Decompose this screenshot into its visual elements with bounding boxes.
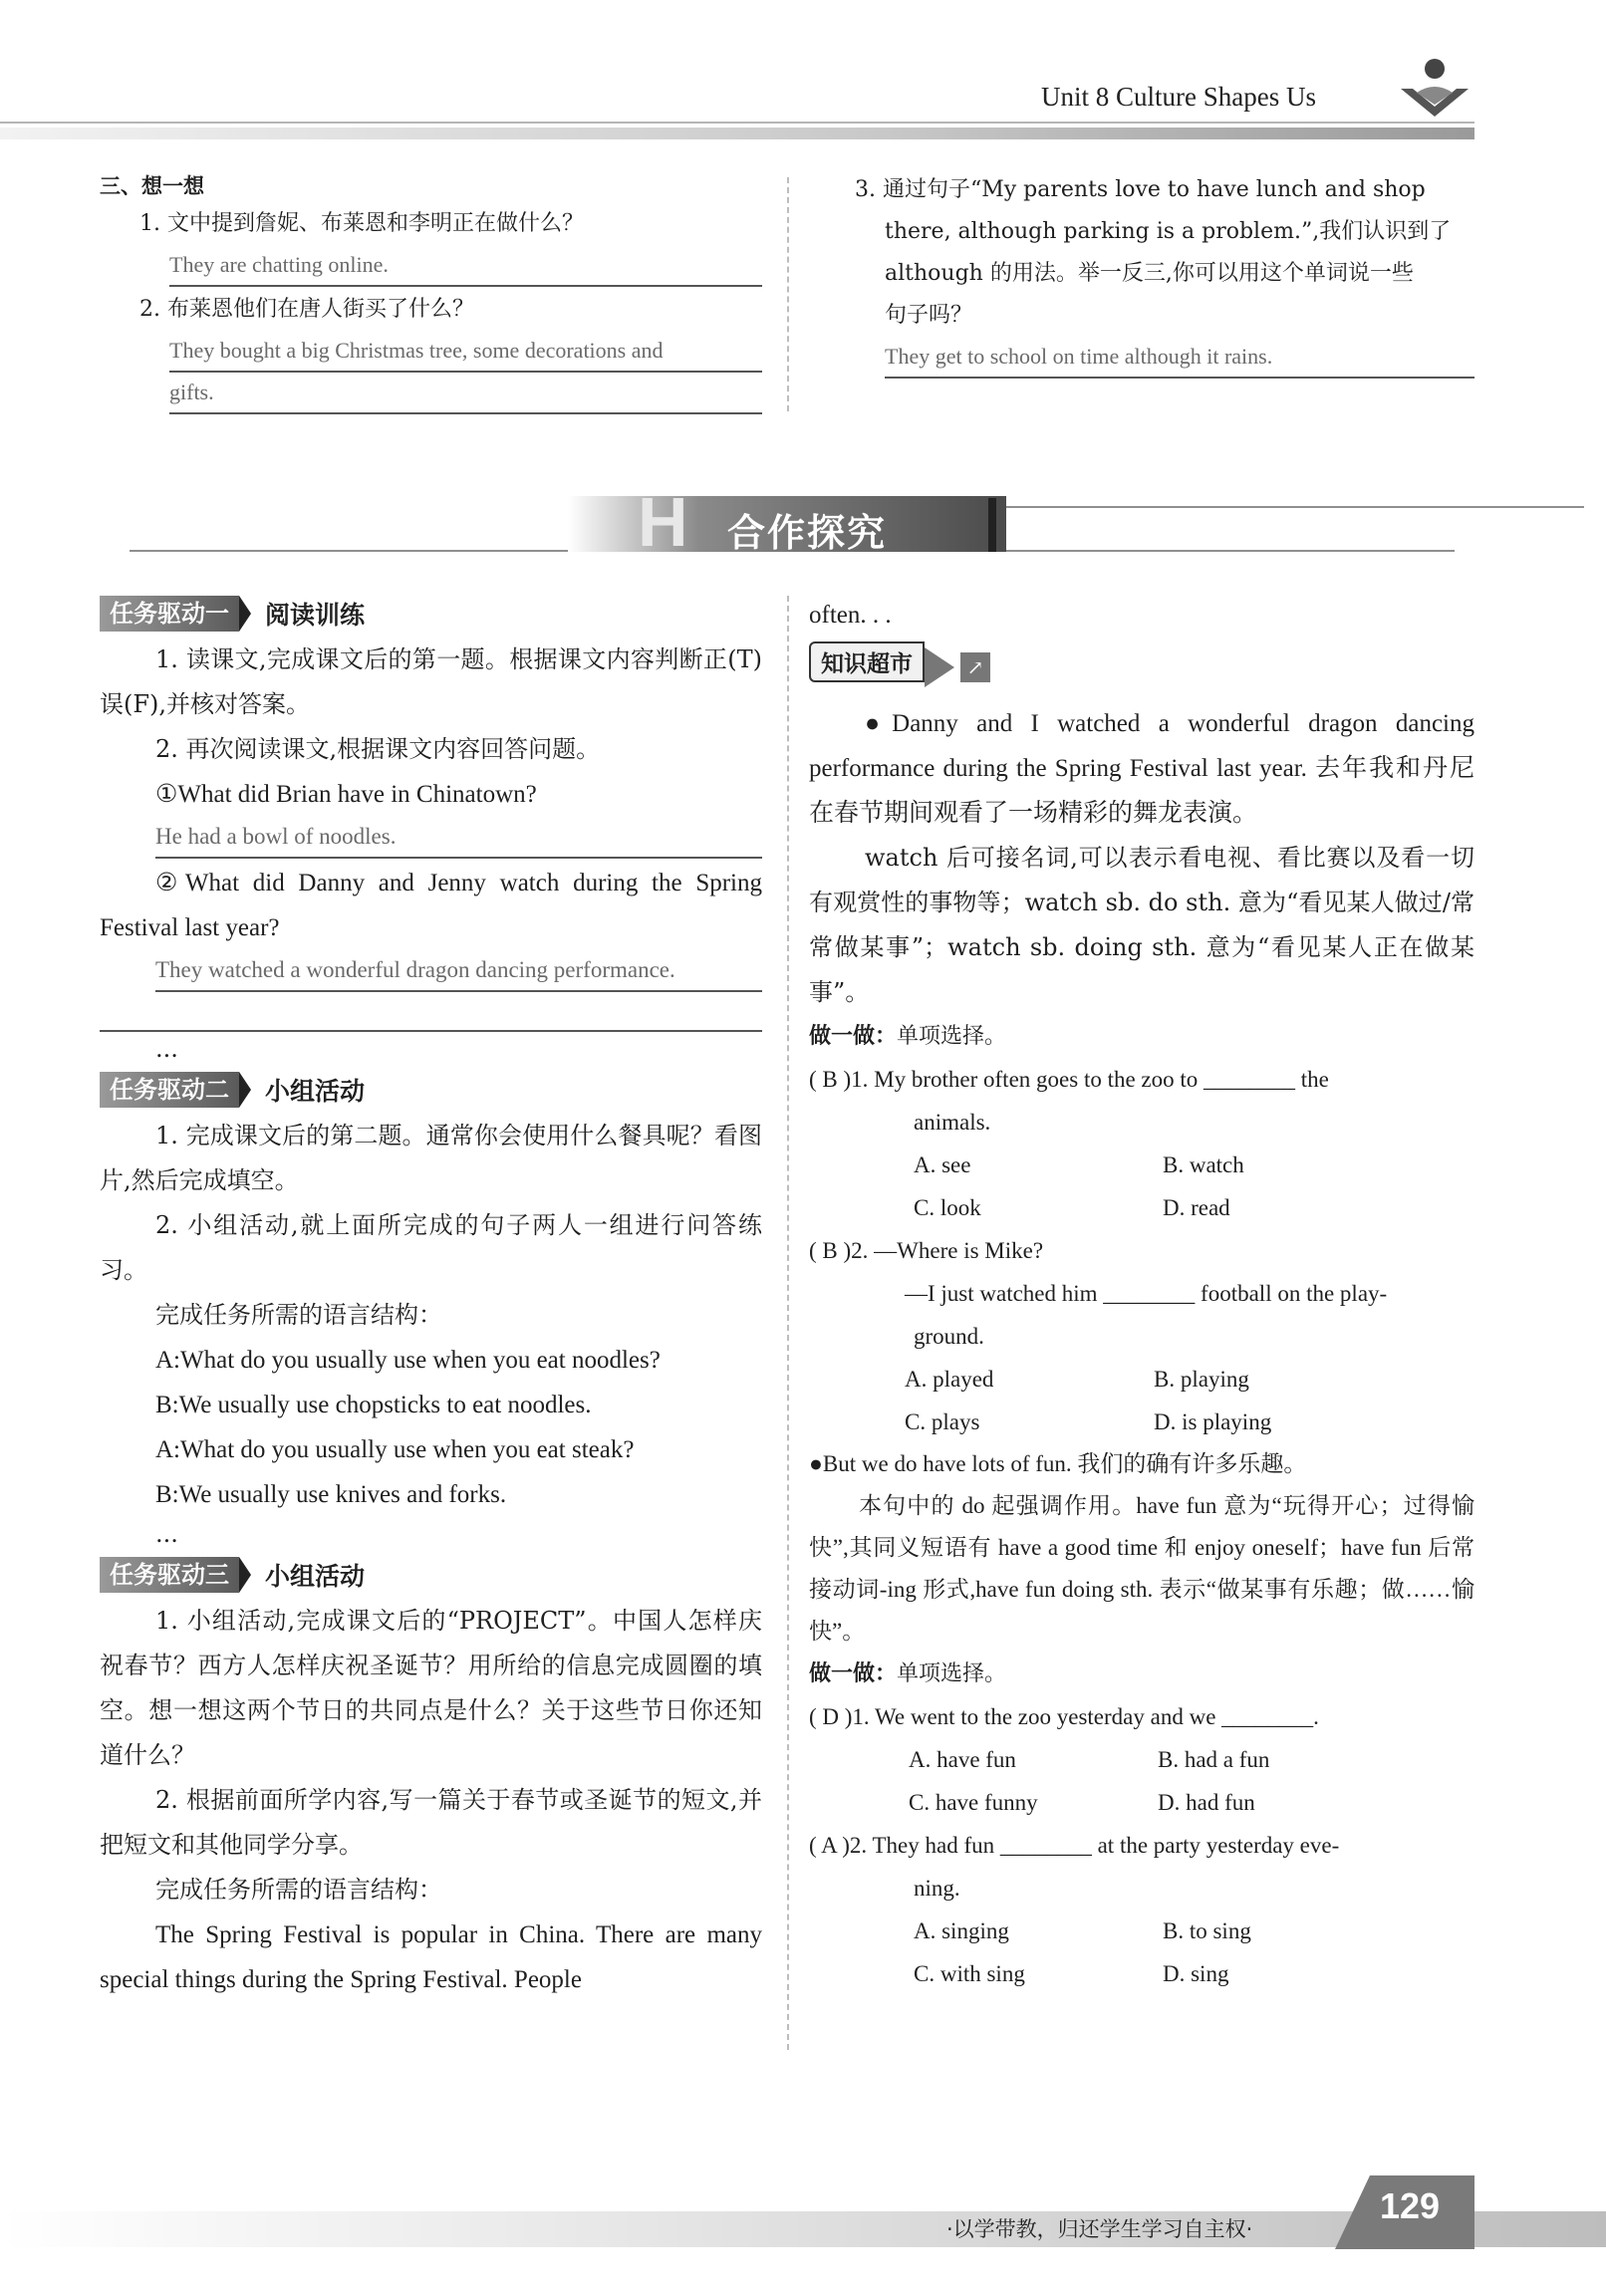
- ex1-option: A. see: [914, 1151, 971, 1177]
- ex2-options: [809, 1358, 1474, 1443]
- page-header: [0, 0, 1606, 149]
- think-a3: They get to school on time although it rains.: [885, 337, 1474, 379]
- task2-header: [100, 1072, 762, 1108]
- task2-p2: 2. 小组活动,就上面所完成的句子两人一组进行问答练习。: [100, 1211, 762, 1284]
- ex3-option: C. have funny: [909, 1789, 1038, 1815]
- think-q3-line2: there, although parking is a problem.”,我们认识到了: [885, 219, 1452, 244]
- task1-tag: 任务驱动一: [100, 596, 239, 632]
- page-number: 129: [1380, 2185, 1441, 2226]
- unit-title: Unit 8 Culture Shapes Us: [1041, 82, 1316, 112]
- banner-line-top: [907, 506, 1584, 508]
- task2-d4: B:We usually use knives and forks.: [155, 1481, 507, 1508]
- exercise-2-label: [809, 1653, 1474, 1695]
- task3-p1: 1. 小组活动,完成课文后的“PROJECT”。中国人怎样庆祝春节？西方人怎样庆祝圣诞节？用所给的信息完成圆圈的填空。想一想这两个节日的共同点是什么？关于这些节日你还知道什么？: [100, 1607, 762, 1769]
- left-column: [100, 596, 762, 2002]
- task1-p1: 1. 读课文,完成课文后的第一题。根据课文内容判断正(T)误(F),并核对答案。: [100, 645, 762, 718]
- task1-q1: ①What did Brian have in Chinatown?: [155, 781, 537, 808]
- task2-title: 小组活动: [265, 1077, 366, 1106]
- do-it-label: 做一做：: [809, 1023, 898, 1049]
- external-link-icon: ↗: [960, 652, 990, 682]
- ex3-options: [809, 1738, 1474, 1824]
- think-section-left: [100, 169, 762, 414]
- task1-blank-line: [100, 992, 762, 1032]
- think-heading: 三、想一想: [100, 174, 204, 198]
- task1-arrow-icon: [239, 596, 251, 632]
- task2-arrow-icon: [239, 1072, 251, 1108]
- ex4-option: B. to sing: [1163, 1917, 1251, 1943]
- ex4-option: A. singing: [914, 1917, 1009, 1943]
- task1-ellipsis: ...: [155, 1035, 178, 1063]
- ex2-option: D. is playing: [1154, 1408, 1272, 1434]
- right-continuation: often. . .: [809, 602, 892, 629]
- knowledge-tag-arrow-icon: [925, 647, 954, 687]
- think-q1: 1. 文中提到詹妮、布莱恩和李明正在做什么？: [139, 211, 584, 236]
- knowledge-2-sentence: ●But we do have lots of fun. 我们的确有许多乐趣。: [809, 1450, 1307, 1476]
- think-a2-line1: They bought a big Christmas tree, some decorations and: [169, 331, 762, 373]
- task3-p3: 完成任务所需的语言结构：: [155, 1876, 442, 1904]
- top-divider: [787, 177, 789, 411]
- ex4-option: C. with sing: [914, 1960, 1025, 1986]
- knowledge-tag: 知识超市: [809, 641, 925, 682]
- do-it-text: 单项选择。: [897, 1023, 1007, 1049]
- knowledge-2-note: 本句中的 do 起强调作用。have fun 意为“玩得开心；过得愉快”,其同义短语有 have a good time 和 enjoy oneself；have fun 后常接动词-ing 形式,have fun doing sth. 表示“做某事有乐趣；做……愉快”。: [809, 1492, 1474, 1644]
- ex1-question-cont: animals.: [914, 1109, 991, 1135]
- ex4-options: [809, 1910, 1474, 1995]
- ex2-question-cont2: ground.: [914, 1323, 984, 1349]
- student-book-logo-icon: [1395, 55, 1474, 129]
- task2-d1: A:What do you usually use when you eat noodles?: [155, 1347, 661, 1374]
- ex4-option: D. sing: [1163, 1960, 1229, 1986]
- ex2-option: A. played: [905, 1366, 994, 1392]
- task3-header: [100, 1557, 762, 1593]
- banner-title: 合作探究: [727, 511, 888, 555]
- task2-ellipsis: ...: [155, 1520, 178, 1548]
- ex3-option: B. had a fun: [1158, 1746, 1270, 1772]
- banner-letter: H: [638, 483, 688, 561]
- ex3-option: A. have fun: [909, 1746, 1016, 1772]
- do-it-label-2: 做一做：: [809, 1660, 898, 1686]
- banner-end-mark: [988, 498, 996, 552]
- ex3-question: ( D )1. We went to the zoo yesterday and we ________.: [809, 1703, 1319, 1729]
- think-q3-line3: although 的用法。举一反三,你可以用这个单词说一些: [885, 261, 1414, 286]
- ex1-question: ( B )1. My brother often goes to the zoo to ________ the: [809, 1066, 1329, 1092]
- think-q3-line1: 3. 通过句子“My parents love to have lunch and shop: [855, 177, 1426, 202]
- ex1-option: D. read: [1163, 1194, 1230, 1220]
- knowledge-box-header: [809, 641, 1474, 687]
- think-a2-line2: gifts.: [169, 373, 762, 414]
- think-q2: 2. 布莱恩他们在唐人街买了什么？: [139, 297, 474, 322]
- ex1-option: B. watch: [1163, 1151, 1244, 1177]
- ex2-option: B. playing: [1154, 1366, 1249, 1392]
- section-banner: [130, 483, 1455, 561]
- task1-title: 阅读训练: [265, 601, 366, 630]
- ex1-option: C. look: [914, 1194, 981, 1220]
- task3-tag: 任务驱动三: [100, 1557, 239, 1593]
- footer-slogan: ·以学带教，归还学生学习自主权·: [946, 2217, 1253, 2241]
- header-bar: [0, 128, 1474, 139]
- header-line: [0, 122, 1474, 124]
- task2-p3: 完成任务所需的语言结构：: [155, 1301, 442, 1329]
- task2-tag: 任务驱动二: [100, 1072, 239, 1108]
- exercise-1-label: [809, 1015, 1474, 1058]
- task3-p4: The Spring Festival is popular in China. There are many special things during the Spring Festival. People: [100, 1921, 762, 1993]
- ex4-question: ( A )2. They had fun ________ at the party yesterday eve-: [809, 1832, 1340, 1858]
- task2-d3: A:What do you usually use when you eat steak?: [155, 1436, 635, 1463]
- think-a1: They are chatting online.: [169, 245, 762, 287]
- task2-d2: B:We usually use chopsticks to eat noodles.: [155, 1392, 592, 1418]
- task3-title: 小组活动: [265, 1562, 366, 1591]
- knowledge-1-sentence: ●Danny and I watched a wonderful dragon dancing performance during the Spring Festival last year. 去年我和丹尼在春节期间观看了一场精彩的舞龙表演。: [809, 709, 1474, 827]
- ex3-option: D. had fun: [1158, 1789, 1255, 1815]
- ex2-question: ( B )2. —Where is Mike?: [809, 1237, 1044, 1263]
- task3-arrow-icon: [239, 1557, 251, 1593]
- column-divider: [787, 596, 789, 2050]
- think-section-right: [855, 169, 1474, 379]
- task2-p1: 1. 完成课文后的第二题。通常你会使用什么餐具呢？看图片,然后完成填空。: [100, 1122, 762, 1194]
- ex2-question-cont: —I just watched him ________ football on the play-: [905, 1280, 1388, 1306]
- do-it-text-2: 单项选择。: [897, 1660, 1007, 1686]
- ex4-question-cont: ning.: [914, 1875, 960, 1901]
- task1-a2: They watched a wonderful dragon dancing performance.: [155, 950, 762, 992]
- ex1-options: [809, 1144, 1474, 1229]
- think-q3-line4: 句子吗？: [885, 303, 973, 328]
- task1-a1: He had a bowl of noodles.: [155, 817, 762, 859]
- knowledge-1-note: watch 后可接名词,可以表示看电视、看比赛以及看一切有观赏性的事物等；watch sb. do sth. 意为“看见某人做过/常常做某事”；watch sb. doing sth. 意为“看见某人正在做某事”。: [809, 843, 1474, 1006]
- task1-q2: ②What did Danny and Jenny watch during the Spring Festival last year?: [100, 870, 762, 941]
- right-column: [809, 596, 1474, 1995]
- task1-p2: 2. 再次阅读课文,根据课文内容回答问题。: [155, 735, 601, 763]
- ex2-option: C. plays: [905, 1408, 980, 1434]
- task1-header: [100, 596, 762, 632]
- task3-p2: 2. 根据前面所学内容,写一篇关于春节或圣诞节的短文,并把短文和其他同学分享。: [100, 1786, 762, 1859]
